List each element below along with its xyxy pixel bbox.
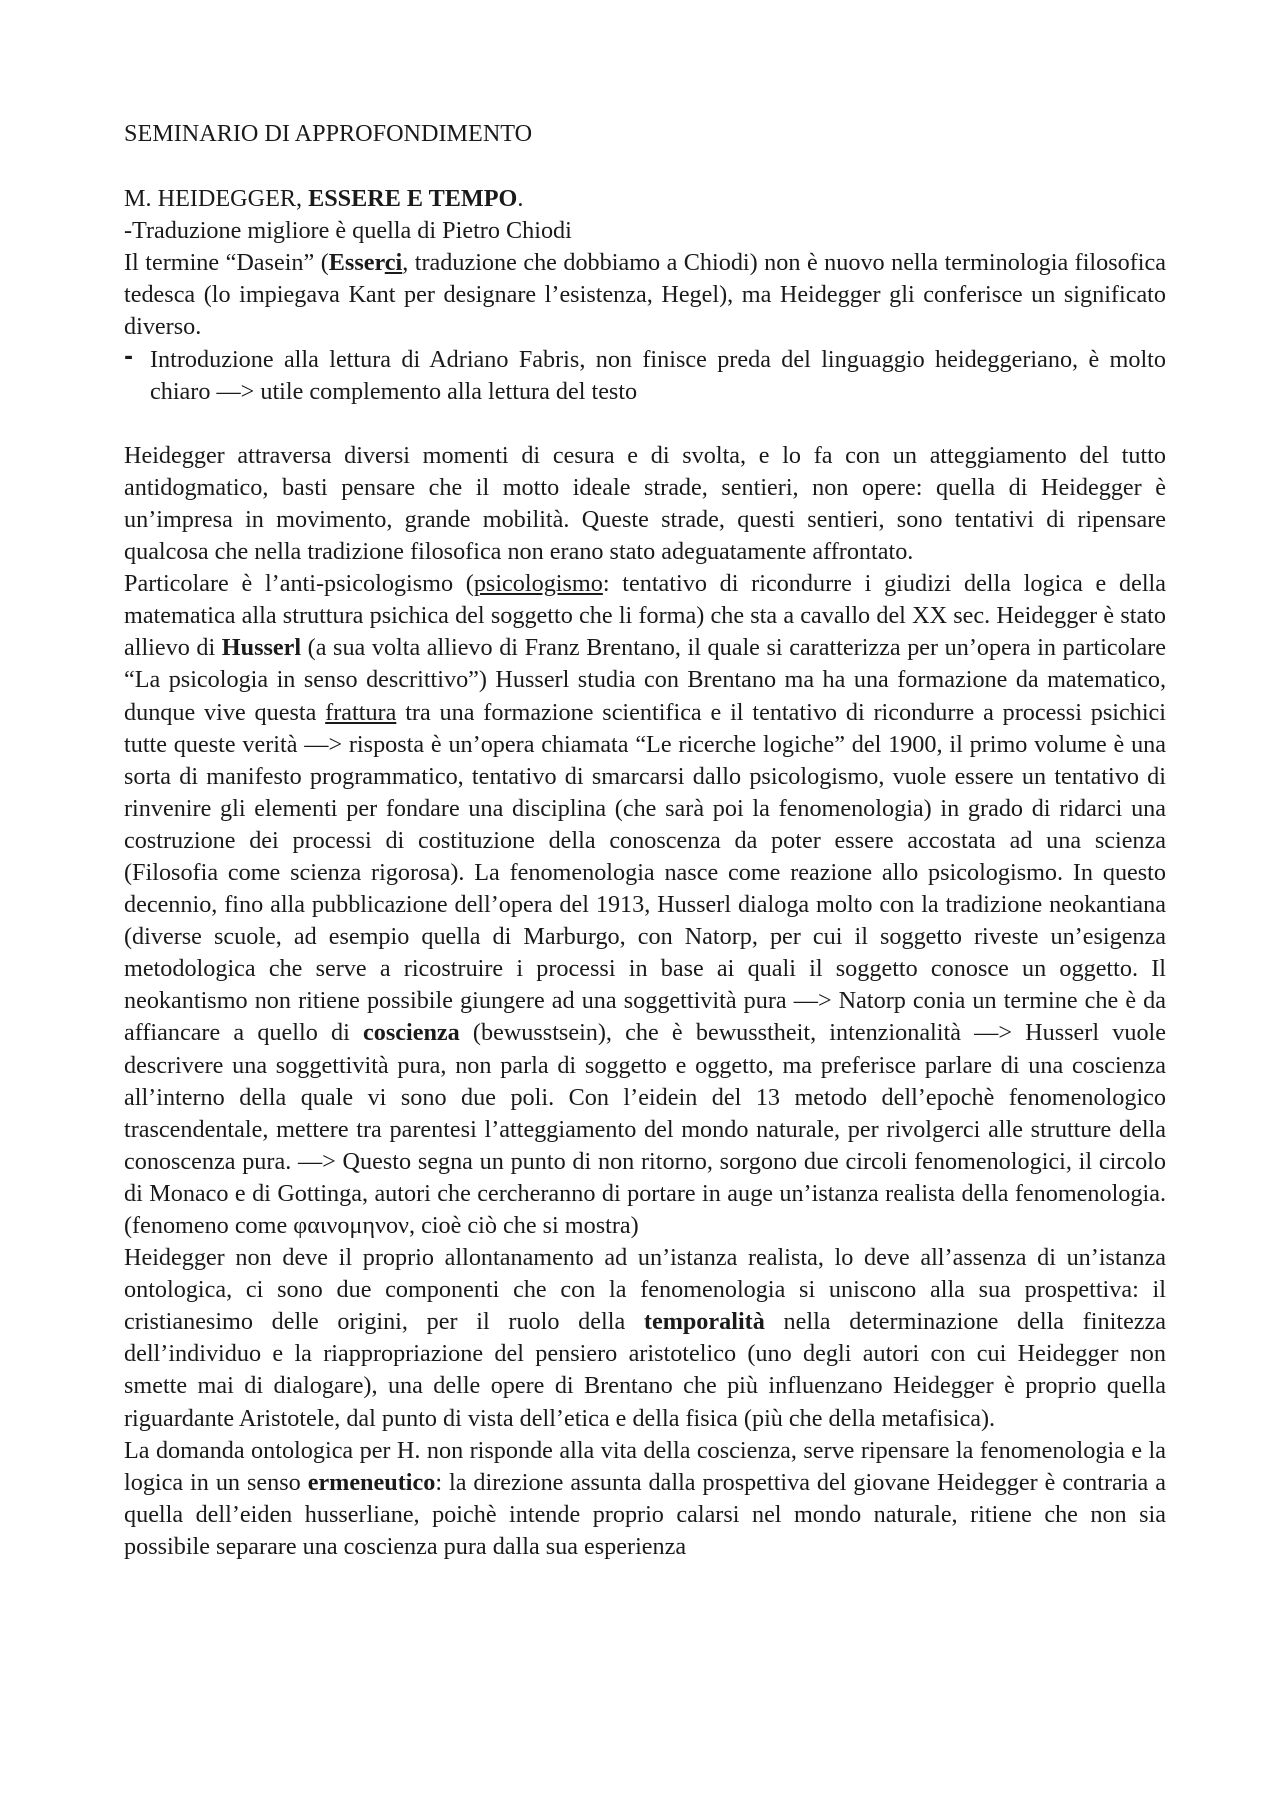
p2-bold-coscienza: coscienza (363, 1019, 460, 1047)
p2-text-a: Particolare è l’anti-psicologismo ( (124, 570, 474, 598)
p4-text-a: La domanda ontologica per H. non risponde alla vita della coscienza, serve ripensare la fenomenologia e la logica in un senso (124, 1436, 1166, 1496)
spacer (124, 408, 1166, 440)
seminar-title: SEMINARIO DI APPROFONDIMENTO (124, 120, 533, 147)
dasein-text-a: Il termine “Dasein” ( (124, 249, 329, 277)
bullet-dash: - (124, 344, 134, 370)
document-page (124, 118, 1166, 1563)
paragraph-1: Heidegger attraversa diversi momenti di cesura e di svolta, e lo fa con un atteggiamento del tutto antidogmatico, basti pensare che il motto ideale strade, sentieri, non opere: quella di Heidegger è un’impresa in movimento, grande mobilità. Queste strade, questi sentieri, sono tentativi di ripensare qualcosa che nella tradizione filosofica non erano stato adeguatamente affrontato. (124, 441, 1166, 566)
bullet-item (124, 344, 1166, 408)
p2-underline-frattura: frattura (325, 698, 397, 726)
p3-text-a: Heidegger non deve il proprio allontanamento ad un’istanza realista, lo deve all’assenza di un’istanza ontologica, ci sono due componenti che con la fenomenologia si uniscono alla sua prospettiva: il cristianesimo delle origini, per il ruolo della (124, 1244, 1166, 1336)
bullet-text: Introduzione alla lettura di Adriano Fabris, non finisce preda del linguaggio heideggeriano, è molto chiaro —> utile complemento alla lettura del testo (150, 345, 1166, 405)
p2-text-e: (bewusstsein), che è bewusstheit, intenzionalità —> Husserl vuole descrivere una soggettività pura, non parla di soggetto e oggetto, ma preferisce parlare di una coscienza all’interno della quale vi sono due poli. Con l’eidein del 13 metodo dell’epochè fenomenologico trascendentale, mettere tra parentesi l’atteggiamento del mondo naturale, per rivolgerci alle strutture della conoscenza pura. —> Questo segna un punto di non ritorno, sorgono due circoli fenomenologici, il circolo di Monaco e di Gottinga, autori che cercheranno di portare in auge un’istanza realista della fenomenologia. (fenomeno come φαινομηνον, cioè ciò che si mostra) (124, 1019, 1166, 1239)
heading-suffix: . (517, 185, 524, 213)
translation-note: -Traduzione migliore è quella di Pietro Chiodi (124, 217, 572, 245)
heading-work-title: ESSERE E TEMPO (308, 185, 518, 213)
p2-text-b: : tentativo di ricondurre i giudizi della logica e della matematica alla struttura psichica del soggetto che li forma) che sta a cavallo del XX sec. Heidegger è stato allievo di (124, 570, 1166, 662)
p3-text-b: nella determinazione della finitezza dell’individuo e la riappropriazione del pensiero aristotelico (uno degli autori con cui Heidegger non smette mai di dialogare), una delle opere di Brentano che più influenzano Heidegger è proprio quella riguardante Aristotele, dal punto di vista dell’etica e della fisica (più che della metafisica). (124, 1308, 1167, 1432)
dasein-bold-underlined (385, 249, 402, 276)
p2-bold-husserl: Husserl (221, 634, 302, 662)
p3-bold-temporalita: temporalità (643, 1308, 765, 1336)
paragraph-2 (124, 568, 1166, 1242)
dasein-bold: Esser (328, 249, 385, 277)
paragraph-3 (124, 1242, 1166, 1435)
dasein-text-c: , traduzione che dobbiamo a Chiodi) non è nuovo nella terminologia filosofica tedesca (lo impiegava Kant per designare l’esistenza, Hegel), ma Heidegger gli conferisce un significato diverso. (124, 249, 1167, 341)
p2-underline-psicologismo: psicologismo (473, 570, 603, 598)
p2-text-c: (a sua volta allievo di Franz Brentano, il quale si caratterizza per un’opera in particolare “La psicologia in senso descrittivo”) Husserl studia con Brentano ma ha una formazione da matematico, dunque vive questa (124, 634, 1166, 726)
dasein-underlined: ci (384, 249, 403, 277)
p4-text-b: : la direzione assunta dalla prospettiva del giovane Heidegger è contraria a quella dell’eiden husserliane, poichè intende proprio calarsi nel mondo naturale, ritiene che non sia possibile separare una coscienza pura dalla sua esperienza (124, 1468, 1166, 1560)
dasein-paragraph (124, 247, 1166, 343)
work-heading (124, 183, 1166, 215)
paragraph-4 (124, 1435, 1166, 1563)
heading-author: M. HEIDEGGER, (124, 185, 309, 213)
p2-text-d: tra una formazione scientifica e il tentativo di ricondurre a processi psichici tutte queste verità —> risposta è un’opera chiamata “Le ricerche logiche” del 1900, il primo volume è una sorta di manifesto programmatico, tentativo di smarcarsi dallo psicologismo, vuole essere un tentativo di rinvenire gli elementi per fondare una disciplina (che sarà poi la fenomenologia) in grado di ridarci una costruzione dei processi di costituzione della conoscenza da poter essere accostata ad una scienza (Filosofia come scienza rigorosa). La fenomenologia nasce come reazione allo psicologismo. In questo decennio, fino alla pubblicazione dell’opera del 1913, Husserl dialoga molto con la tradizione neokantiana (diverse scuole, ad esempio quella di Marburgo, con Natorp, per cui il soggetto riveste un’esigenza metodologica che serve a ricostruire i processi in base ai quali il soggetto conosce un oggetto. Il neokantismo non ritiene possibile giungere ad una soggettività pura —> Natorp conia un termine che è da affiancare a quello di (124, 698, 1166, 1047)
p4-bold-ermeneutico: ermeneutico (307, 1468, 436, 1496)
